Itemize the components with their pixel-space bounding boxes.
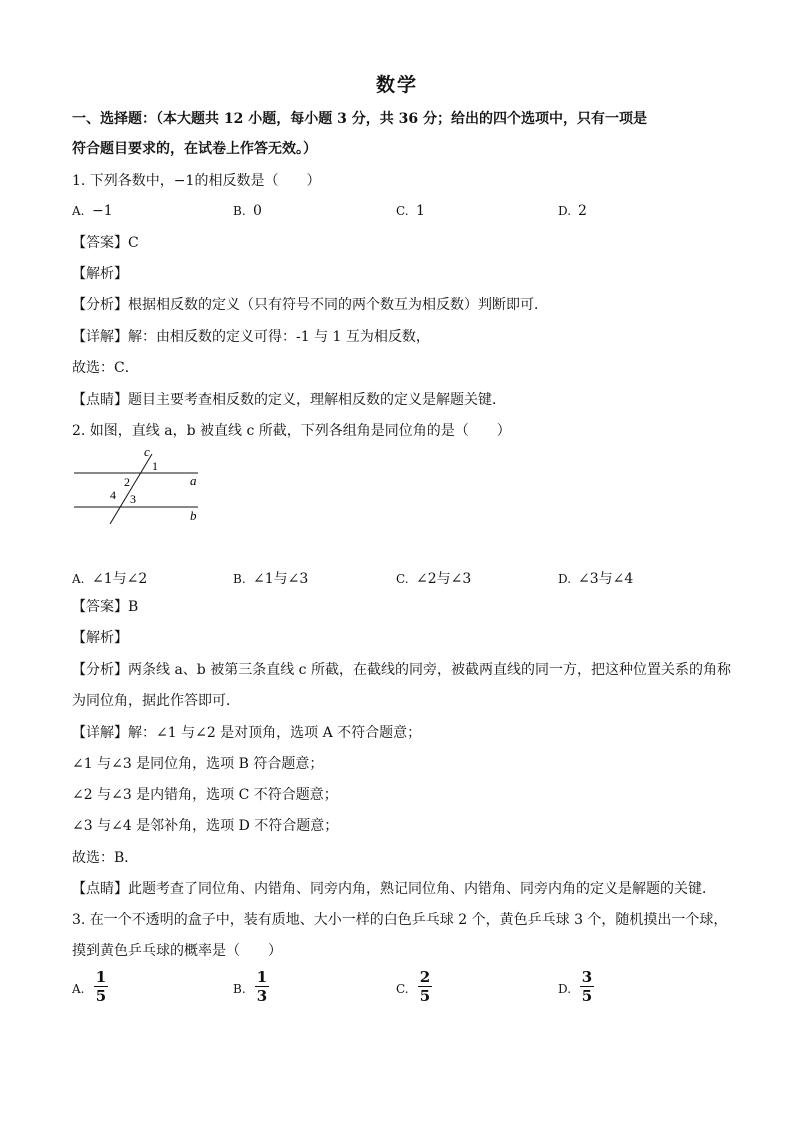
q2-guxuan: 故选：B． — [72, 850, 139, 866]
q2-fenxi-line1: 【分析】两条线 a、b 被第三条直线 c 所截，在截线的同旁，被截两直线的同一方，把这种位置关系的角称 — [72, 662, 731, 678]
q2-line4: ∠3 与∠4 是邻补角，选项 D 不符合题意； — [72, 818, 339, 834]
q2-answer: 【答案】B — [72, 599, 139, 615]
q2-jiexi: 【解析】 — [72, 630, 128, 646]
q1-option-d: D. 2 — [558, 203, 587, 219]
q3-stem-line1: 3. 在一个不透明的盒子中，装有质地、大小一样的白色乒乓球 2 个，黄色乒乓球 3 个，随机摸出一个球， — [72, 912, 728, 928]
q3-stem-line2: 摸到黄色乒乓球的概率是（ ） — [72, 943, 282, 959]
q2-option-b: B. ∠1与∠3 — [233, 571, 309, 587]
q1-xiangjie: 【详解】解：由相反数的定义可得：-1 与 1 互为相反数， — [72, 329, 430, 345]
fraction: $\frac{1}{3}$ — [256, 968, 268, 1005]
section-heading-line2: 符合题目要求的，在试卷上作答无效。） — [72, 141, 317, 157]
q2-option-d: D. ∠3与∠4 — [558, 571, 634, 587]
q2-stem: 2. 如图，直线 a，b 被直线 c 所截，下列各组角是同位角的是（ ） — [72, 423, 511, 439]
angle-2-label: 2 — [124, 475, 130, 489]
q1-answer: 【答案】C — [72, 235, 139, 251]
q3-options: A. $\frac{1}{5}$ B. $\frac{1}{3}$ C. $\frac{2}{5}$ D. $\frac{3}{5}$ — [72, 968, 593, 1005]
q2-line2: ∠1 与∠3 是同位角，选项 B 符合题意； — [72, 756, 324, 772]
q2-dianjing: 【点睛】此题考查了同位角、内错角、同旁内角，熟记同位角、内错角、同旁内角的定义是解题的关键． — [72, 881, 716, 897]
label-a: a — [190, 473, 197, 488]
q1-options — [72, 203, 732, 225]
label-b: b — [190, 508, 197, 523]
page-title: 数学 — [375, 74, 418, 96]
q2-xiangjie: 【详解】解：∠1 与∠2 是对顶角，选项 A 不符合题意； — [72, 725, 422, 741]
angle-1-label: 1 — [152, 459, 158, 473]
label-c: c — [144, 444, 150, 459]
angle-3-label: 3 — [130, 492, 136, 506]
fraction: $\frac{3}{5}$ — [581, 968, 593, 1005]
q1-option-c: C. 1 — [396, 203, 425, 219]
parallel-lines-figure — [72, 442, 212, 524]
q1-option-a: A. −1 — [72, 203, 113, 219]
angle-4-label: 4 — [110, 488, 116, 502]
q1-stem: 1. 下列各数中，−1的相反数是（ ） — [72, 173, 321, 189]
q2-option-c: C. ∠2与∠3 — [396, 571, 472, 587]
q1-fenxi: 【分析】根据相反数的定义（只有符号不同的两个数互为相反数）判断即可． — [72, 297, 548, 313]
q2-options — [72, 568, 732, 590]
q2-option-a: A. ∠1与∠2 — [72, 571, 148, 587]
q1-jiexi: 【解析】 — [72, 266, 128, 282]
q1-guxuan: 故选：C． — [72, 360, 139, 376]
q1-option-b: B. 0 — [233, 203, 262, 219]
section-heading-line1: 一、选择题：（本大题共 12 小题，每小题 3 分，共 36 分；给出的四个选项中，只有一项是 — [72, 111, 647, 127]
q2-line3: ∠2 与∠3 是内错角，选项 C 不符合题意； — [72, 787, 338, 803]
q2-fenxi-line2: 为同位角，据此作答即可． — [72, 693, 240, 709]
fraction: $\frac{1}{5}$ — [95, 968, 107, 1005]
line-c — [110, 454, 152, 524]
fraction: $\frac{2}{5}$ — [419, 968, 431, 1005]
q1-dianjing: 【点睛】题目主要考查相反数的定义，理解相反数的定义是解题关键． — [72, 392, 506, 408]
